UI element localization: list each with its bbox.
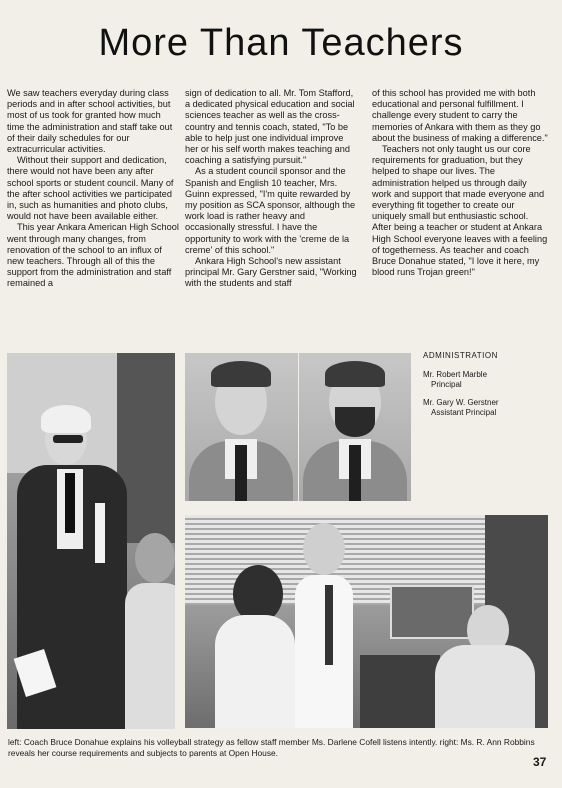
paragraph: As a student council sponsor and the Spanish and English 10 teacher, Mrs. Guinn expressed, "I'm quite rewarded by my position as SCA sponsor, although the work load is rather heavy and occasionally stressful. I have the opportunity to work with the 'creme de la creme' of this school." bbox=[185, 166, 356, 255]
text-column-1 bbox=[7, 88, 179, 290]
paragraph: This year Ankara American High School went through many changes, from renovation of the school to an influx of new teachers. Through all of this the support from the administration and staff remained a bbox=[7, 222, 179, 289]
page-title: More Than Teachers bbox=[98, 22, 464, 64]
admin-entry bbox=[423, 398, 499, 418]
paragraph: of this school has provided me with both educational and personal fulfillment. I challenge every student to carry the memories of Ankara with them as they go about the business of making a difference." bbox=[372, 88, 548, 143]
paragraph: sign of dedication to all. Mr. Tom Stafford, a dedicated physical education and social sciences teacher as well as the cross-country and tennis coach, stated, "To be able to help just one individual improve her or his self worth makes teaching and coaching a satisfying pursuit." bbox=[185, 88, 355, 166]
text-column-3 bbox=[372, 88, 548, 278]
page-number: 37 bbox=[533, 755, 547, 769]
admin-role: Principal bbox=[431, 380, 462, 389]
photo-coach-and-staff bbox=[7, 353, 175, 729]
paragraph: We saw teachers everyday during class periods and in after school activities, but most of us took for granted how much time the administration and staff take out of their daily schedules for our extracurricular activities. bbox=[7, 88, 173, 155]
text-column-2 bbox=[185, 88, 357, 290]
photo-caption: left: Coach Bruce Donahue explains his volleyball strategy as fellow staff member Ms. Darlene Cofell listens intently. right: Ms. R. Ann Robbins reveals her course requirements and subjects to parents at Open House. bbox=[8, 737, 535, 758]
paragraph: Ankara High School's new assistant principal Mr. Gary Gerstner said, "Working with the students and staff bbox=[185, 256, 357, 289]
admin-entry bbox=[423, 370, 487, 390]
admin-role: Assistant Principal bbox=[431, 408, 497, 417]
paragraph: Teachers not only taught us our core requirements for graduation, but they helped to shape our lives. The administration helped us through daily work and support that made everyone and everything fit together to create our uniquely small but enthusiastic school. After being a teacher or student at Ankara High School everyone leaves with a feeling of togetherness. As teacher and coach Bruce Donahue stated, "I love it here, my blood runs Trojan green!" bbox=[372, 144, 548, 278]
photo-open-house bbox=[185, 515, 548, 728]
portrait-principal bbox=[185, 353, 298, 501]
administration-heading: ADMINISTRATION bbox=[423, 351, 498, 360]
portrait-assistant-principal bbox=[299, 353, 411, 501]
admin-name: Mr. Gary W. Gerstner bbox=[423, 398, 499, 407]
admin-name: Mr. Robert Marble bbox=[423, 370, 488, 379]
paragraph: Without their support and dedication, there would not have been any after school sports or student council. Many of the after school activities we participated in, such as humanities and photo clubs, would not have been available either. bbox=[7, 155, 174, 222]
